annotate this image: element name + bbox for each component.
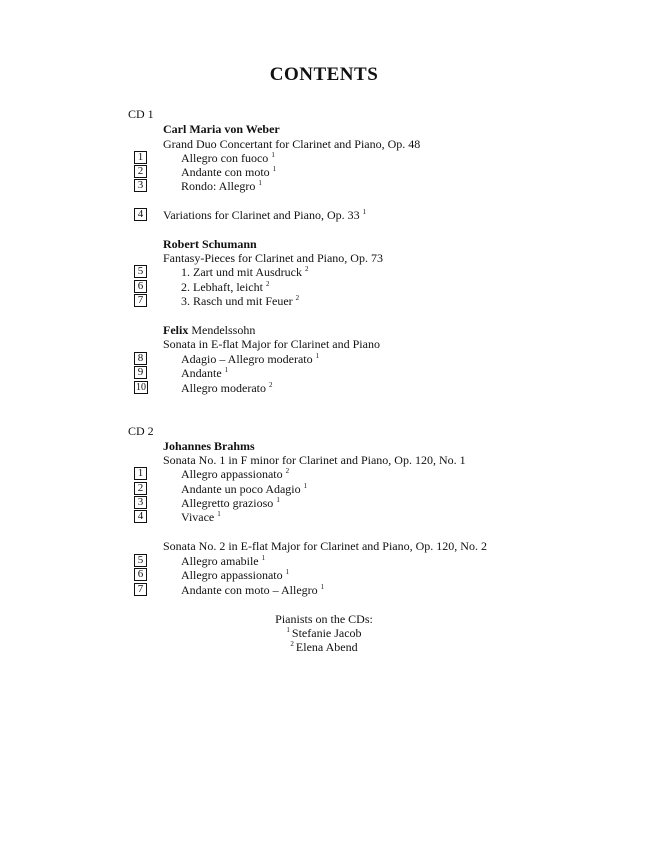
work-brahms-sonata-2: Sonata No. 2 in E-flat Major for Clarinet and Piano, Op. 120, No. 2 bbox=[163, 539, 487, 553]
track-number-box: 6 bbox=[134, 568, 147, 581]
track-title[interactable]: Andante un poco Adagio $^1$ bbox=[181, 482, 308, 496]
track-number-box: 7 bbox=[134, 294, 147, 307]
pianist-mark: 1 bbox=[217, 510, 221, 518]
pianist-mark: 1 bbox=[272, 165, 277, 173]
track-number-box: 4 bbox=[134, 208, 147, 221]
composer-mendelssohn: Felix Mendelssohn bbox=[163, 323, 256, 337]
track-number-box: 2 bbox=[134, 482, 147, 495]
track-number-box: 8 bbox=[134, 352, 147, 365]
track-title[interactable]: Allegretto grazioso $^1$ bbox=[181, 496, 280, 510]
pianist-mark: 1 bbox=[285, 568, 290, 576]
track-title[interactable]: Andante con moto – Allegro $^1$ bbox=[181, 583, 325, 597]
track-title[interactable]: Rondo: Allegro $^1$ bbox=[181, 179, 262, 193]
pianist-credit: $^2$ Elena Abend bbox=[290, 640, 358, 654]
pianist-mark: 1 bbox=[315, 352, 320, 360]
pianist-mark: 1 bbox=[271, 151, 275, 159]
track-title[interactable]: Andante con moto $^1$ bbox=[181, 165, 277, 179]
pianist-mark: 2 bbox=[290, 640, 294, 648]
track-number-box: 6 bbox=[134, 280, 147, 293]
composer-weber: Carl Maria von Weber bbox=[163, 122, 280, 136]
cd1-label: CD 1 bbox=[128, 107, 154, 121]
track-number-box: 10 bbox=[136, 382, 146, 393]
track-number-box: 3 bbox=[134, 179, 147, 192]
track-number-box: 1 bbox=[134, 467, 147, 480]
pianists-heading: Pianists on the CDs: bbox=[275, 612, 373, 626]
track-title[interactable]: Allegro con fuoco $^1$ bbox=[181, 151, 275, 165]
pianist-mark: 1 bbox=[286, 626, 290, 634]
track-number-box: 1 bbox=[134, 151, 147, 164]
track-title[interactable]: Allegro amabile $^1$ bbox=[181, 554, 266, 568]
track-title[interactable]: Vivace $^1$ bbox=[181, 510, 221, 524]
composer-brahms: Johannes Brahms bbox=[163, 439, 255, 453]
track-number-box: 2 bbox=[134, 165, 147, 178]
track-number-box: 3 bbox=[134, 496, 147, 509]
pianist-credit: $^1$ Stefanie Jacob bbox=[286, 626, 362, 640]
track-number-box: 5 bbox=[134, 554, 147, 567]
track-title[interactable]: Variations for Clarinet and Piano, Op. 33 $^1$ bbox=[163, 208, 367, 222]
track-number-box: 4 bbox=[134, 510, 147, 523]
pianist-mark: 1 bbox=[261, 554, 266, 562]
pianist-mark: 2 bbox=[304, 265, 309, 273]
track-title[interactable]: Andante $^1$ bbox=[181, 366, 229, 380]
track-title[interactable]: Allegro moderato $^2$ bbox=[181, 381, 273, 395]
track-title[interactable]: 3. Rasch und mit Feuer $^2$ bbox=[181, 294, 300, 308]
pianist-mark: 2 bbox=[295, 294, 300, 302]
track-number-box: 5 bbox=[134, 265, 147, 278]
track-number-box: 7 bbox=[134, 583, 147, 596]
track-title[interactable]: Adagio – Allegro moderato $^1$ bbox=[181, 352, 320, 366]
track-title[interactable]: 1. Zart und mit Ausdruck $^2$ bbox=[181, 265, 309, 279]
work-fantasy-pieces: Fantasy-Pieces for Clarinet and Piano, Op. 73 bbox=[163, 251, 383, 265]
pianist-mark: 2 bbox=[265, 280, 270, 288]
work-mendelssohn-sonata: Sonata in E-flat Major for Clarinet and Piano bbox=[163, 337, 380, 351]
track-title[interactable]: 2. Lebhaft, leicht $^2$ bbox=[181, 280, 270, 294]
pianist-mark: 1 bbox=[224, 366, 229, 374]
cd2-label: CD 2 bbox=[128, 424, 154, 438]
work-brahms-sonata-1: Sonata No. 1 in F minor for Clarinet and Piano, Op. 120, No. 1 bbox=[163, 453, 466, 467]
pianist-mark: 1 bbox=[303, 482, 308, 490]
pianist-mark: 1 bbox=[276, 496, 280, 504]
work-grand-duo: Grand Duo Concertant for Clarinet and Piano, Op. 48 bbox=[163, 137, 421, 151]
track-title[interactable]: Allegro appassionato $^1$ bbox=[181, 568, 290, 582]
pianist-mark: 1 bbox=[320, 583, 325, 591]
composer-schumann: Robert Schumann bbox=[163, 237, 257, 251]
pianist-mark: 1 bbox=[258, 179, 262, 187]
page-title: CONTENTS bbox=[269, 64, 379, 85]
track-title[interactable]: Allegro appassionato $^2$ bbox=[181, 467, 290, 481]
pianist-mark: 2 bbox=[285, 467, 290, 475]
track-number-box: 9 bbox=[134, 366, 147, 379]
pianist-mark: 1 bbox=[362, 208, 367, 216]
pianist-mark: 2 bbox=[268, 381, 273, 389]
